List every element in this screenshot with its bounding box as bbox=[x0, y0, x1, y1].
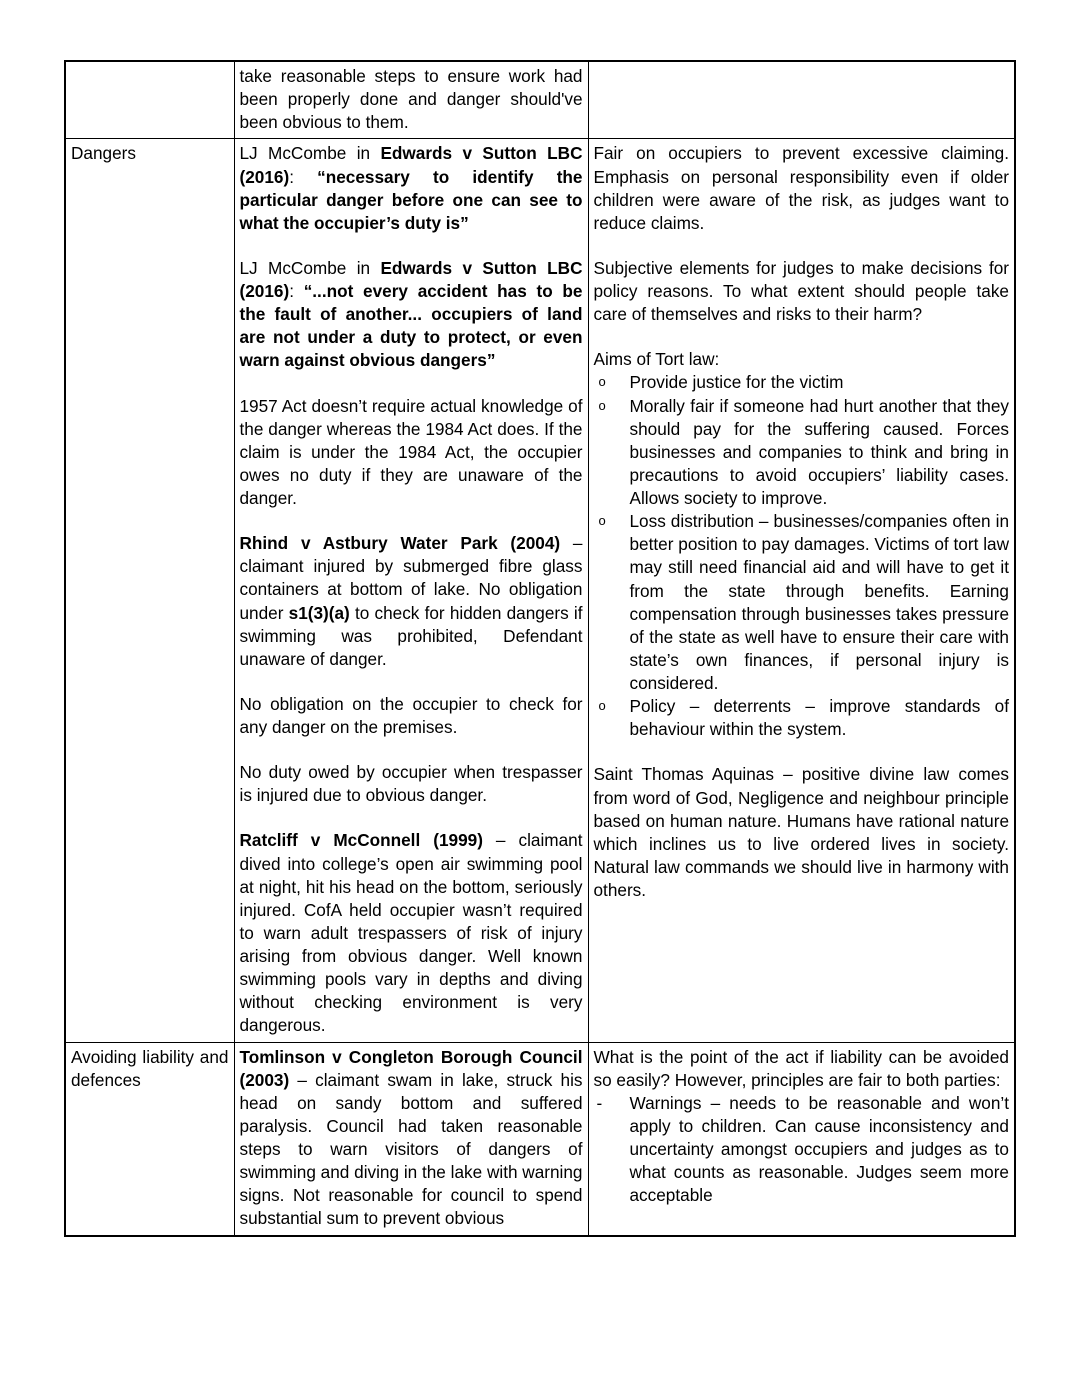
table-row bbox=[65, 139, 1015, 1042]
evaluation-cell-avoiding-liability bbox=[588, 1042, 1015, 1236]
aims-of-tort-law-heading: Aims of Tort law: bbox=[593, 349, 720, 370]
table-row bbox=[65, 1042, 1015, 1236]
edwards-1-lead: LJ McCombe in bbox=[239, 143, 381, 164]
aquinas-natural-law-paragraph: Saint Thomas Aquinas – positive divine law comes from word of God, Negligence and neighbour principle based on human nature. Humans have rational nature which inclines us to live ordered lives in society. Natural law commands we should live in harmony with others. bbox=[593, 764, 1009, 900]
circle-bullet-icon: o bbox=[598, 513, 606, 529]
list-item bbox=[594, 510, 1010, 695]
rhind-statute-reference: s1(3)(a) bbox=[288, 602, 350, 623]
list-item-text: Warnings – needs to be reasonable and won’t apply to children. Can cause inconsistency and uncertainty amongst occupiers and judges as to what counts as reasonable. Judges seem more acceptable bbox=[629, 1092, 1009, 1206]
edwards-2-lead: LJ McCombe in bbox=[239, 257, 381, 278]
list-item-text: Loss distribution – businesses/companies often in better position to pay damages. Victims of tort law may still need financial aid and will have to get it from the state through benefits. Earning compensation through businesses takes pressure of the state as well have to ensure their care with state’s own finances, if personal injury is considered. bbox=[629, 511, 1009, 693]
evaluation-cell-dangers bbox=[588, 139, 1015, 1042]
point-of-the-act-paragraph: What is the point of the act if liability can be avoided so easily? However, principles are fair to both parties: bbox=[593, 1046, 1009, 1090]
evaluation-cell-continuation bbox=[588, 61, 1015, 139]
revision-table bbox=[64, 60, 1016, 1237]
edwards-2-colon: : bbox=[289, 281, 304, 301]
list-item bbox=[594, 395, 1010, 511]
rhind-case-name: Rhind v Astbury Water Park (2004) bbox=[239, 533, 561, 554]
subjective-elements-paragraph: Subjective elements for judges to make decisions for policy reasons. To what extent should people take care of themselves and risks to their harm? bbox=[593, 257, 1009, 325]
list-item bbox=[594, 1092, 1010, 1208]
rhind-case-paragraph bbox=[240, 532, 583, 671]
list-item-text: Morally fair if someone had hurt another that they should pay for the suffering caused. Forces businesses and companies to think and bring in precautions to avoid occupiers’ liability cases. Allows society to improve. bbox=[629, 395, 1009, 508]
topic-cell-continuation bbox=[65, 61, 234, 139]
edwards-1-case-name: Edwards v Sutton LBC (2016) bbox=[239, 143, 583, 187]
ratcliff-case-name: Ratcliff v McConnell (1999) bbox=[239, 830, 483, 851]
ratcliff-case-text: – claimant dived into college’s open air swimming pool at night, hit his head on the bottom, seriously injured. CofA held occupier wasn’t required to warn adult trespassers of risk of injury arising from obvious danger. Well known swimming pools vary in depths and diving without checking environment is very dangerous. bbox=[239, 830, 583, 1036]
tomlinson-case-paragraph bbox=[240, 1046, 583, 1231]
paragraph-spacer bbox=[594, 741, 1010, 763]
tomlinson-case-name: Tomlinson v Congleton Borough Council (2003) bbox=[239, 1046, 583, 1090]
table-row bbox=[65, 61, 1015, 139]
no-obligation-paragraph: No obligation on the occupier to check for any danger on the premises. bbox=[239, 693, 583, 737]
edwards-2-quote: “...not every accident has to be the fault of another... occupiers of land are not under a duty to protect, or even warn against obvious dangers” bbox=[239, 281, 583, 371]
list-item bbox=[594, 371, 1010, 394]
topic-cell-avoiding-liability bbox=[65, 1042, 234, 1236]
edwards-quote-1-paragraph bbox=[240, 142, 583, 235]
ratcliff-case-paragraph bbox=[240, 829, 583, 1037]
edwards-1-colon: : bbox=[289, 166, 318, 187]
circle-bullet-icon: o bbox=[598, 397, 606, 413]
acts-comparison-paragraph: 1957 Act doesn’t require actual knowledge of the danger whereas the 1984 Act does. If the claim is under the 1984 Act, the occupier owes no duty if they are unaware of the danger. bbox=[239, 395, 583, 508]
aims-of-tort-law-list bbox=[594, 371, 1010, 741]
cases-cell-dangers bbox=[234, 139, 588, 1042]
edwards-2-case-name: Edwards v Sutton LBC (2016) bbox=[239, 257, 583, 301]
edwards-quote-2-paragraph bbox=[240, 257, 583, 373]
topic-label-avoiding-liability: Avoiding liability and defences bbox=[71, 1046, 229, 1090]
topic-label-dangers: Dangers bbox=[71, 143, 136, 164]
list-item bbox=[594, 695, 1010, 741]
list-item-text: Provide justice for the victim bbox=[629, 372, 844, 393]
edwards-1-quote: “necessary to identify the particular danger before one can see to what the occupier’s duty is” bbox=[239, 166, 583, 233]
no-duty-owed-paragraph: No duty owed by occupier when trespasser is injured due to obvious danger. bbox=[239, 762, 583, 806]
circle-bullet-icon: o bbox=[598, 698, 606, 714]
list-item-text: Policy – deterrents – improve standards of behaviour within the system. bbox=[629, 696, 1009, 740]
continuation-paragraph: take reasonable steps to ensure work had been properly done and danger should've been obvious to them. bbox=[239, 66, 583, 133]
rhind-text-part-1: – claimant injured by submerged fibre glass containers at bottom of lake. No obligation under bbox=[239, 533, 583, 623]
dash-bullet-icon: - bbox=[596, 1092, 603, 1113]
paragraph-spacer bbox=[594, 326, 1010, 348]
fair-on-occupiers-paragraph: Fair on occupiers to prevent excessive claiming. Emphasis on personal responsibility even if older children were aware of the risk, as judges want to reduce claims. bbox=[593, 143, 1009, 233]
circle-bullet-icon: o bbox=[598, 374, 606, 390]
tomlinson-case-text: – claimant swam in lake, struck his head on sandy bottom and suffered paralysis. Council had taken reasonable steps to warn visitors of dangers of swimming and diving in the lake with warning signs. Not reasonable for council to spend substantial sum to prevent obvious bbox=[239, 1069, 583, 1229]
cases-cell-continuation bbox=[234, 61, 588, 139]
principles-list bbox=[594, 1092, 1010, 1208]
rhind-text-part-2: to check for hidden dangers if swimming was prohibited, Defendant unaware of danger. bbox=[239, 602, 583, 669]
topic-cell-dangers bbox=[65, 139, 234, 1042]
cases-cell-avoiding-liability bbox=[234, 1042, 588, 1236]
